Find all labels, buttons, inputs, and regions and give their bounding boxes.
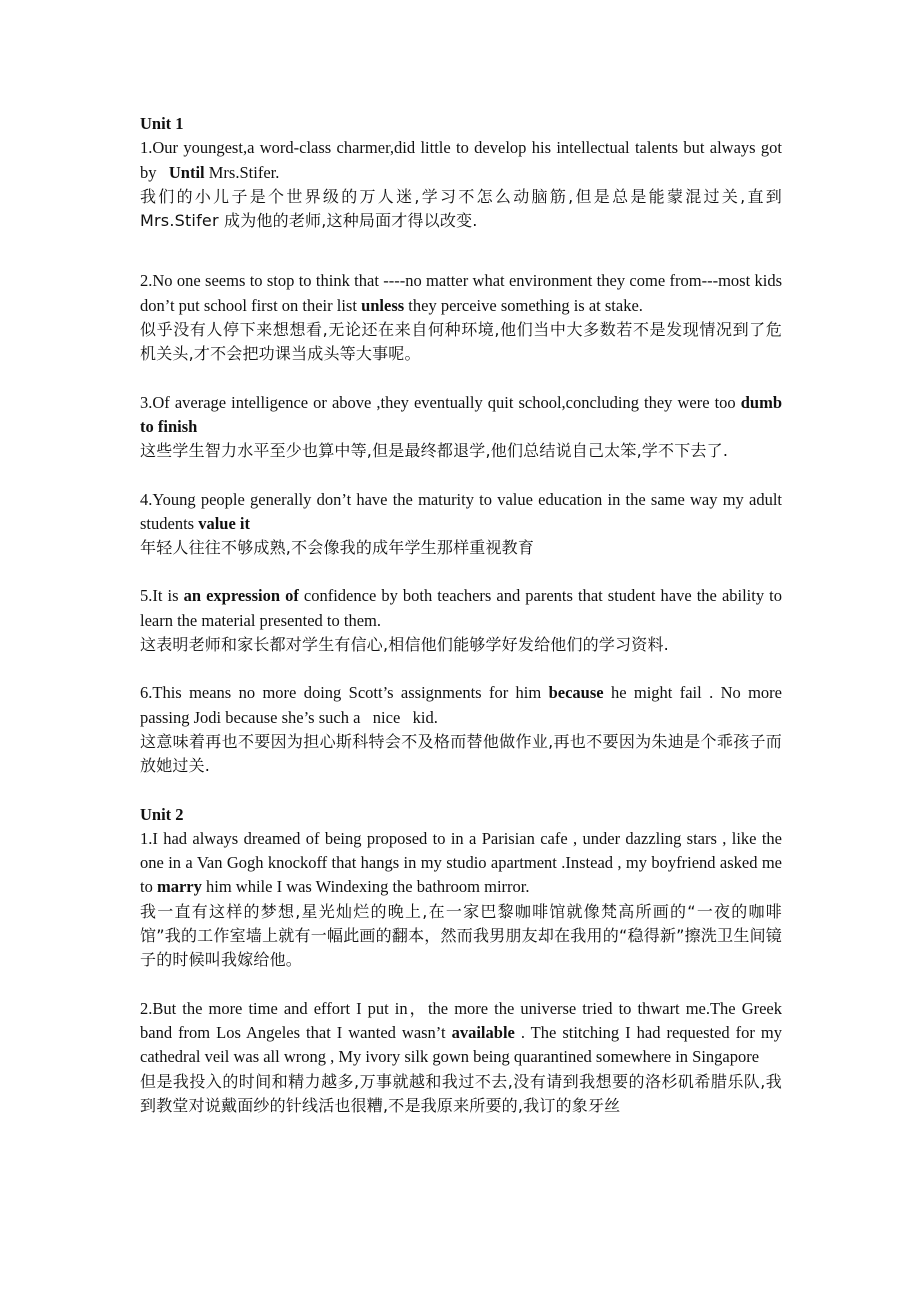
chinese-translation: 似乎没有人停下来想想看,无论还在来自何种环境,他们当中大多数若不是发现情况到了危机关头,才不会把功课当成头等大事呢。 [140,320,782,364]
sentence-item [140,681,787,778]
unit-title: Unit 2 [140,804,184,824]
key-phrase: Until [168,162,205,182]
key-phrase: value it [198,513,251,533]
key-phrase: unless [361,295,405,315]
sentence-item [140,391,782,464]
chinese-translation: 这些学生智力水平至少也算中等,但是最终都退学,他们总结说自己太笨,学不下去了. [140,441,729,461]
english-sentence: 6.This means no more doing Scott’s assignments for him because he might fail . No more passing Jodi because she’s such a nice kid. [140,683,787,727]
chinese-translation: 我们的小儿子是个世界级的万人迷,学习不怎么动脑筋,但是总是能蒙混过关,直到 Mrs.Stifer 成为他的老师,这种局面才得以改变. [140,186,782,231]
sentence-item [140,827,782,973]
key-phrase: an expression of [183,586,299,606]
chinese-translation: 这意味着再也不要因为担心斯科特会不及格而替他做作业,再也不要因为朱迪是个乖孩子而放她过关. [140,731,782,776]
unit-title: Unit 1 [140,114,184,133]
english-sentence: 2.But the more time and effort I put in，the more the universe tried to thwart me.The Greek band from Los Angeles that I wanted wasn’t available . The stitching I had requested for my cathedral veil was all wrong , My ivory silk gown being quarantined somewhere in Singapore [140,998,782,1067]
document-page [140,112,787,1142]
chinese-translation: 我一直有这样的梦想,星光灿烂的晚上,在一家巴黎咖啡馆就像梵高所画的“一夜的咖啡馆”我的工作室墙上就有一幅此画的翻本，然而我男朋友却在我用的“稳得新”擦洗卫生间镜子的时候叫我嫁给他。 [140,901,782,970]
chinese-translation: 但是我投入的时间和精力越多,万事就越和我过不去,没有请到我想要的洛杉矶希腊乐队,我到教堂对说戴面纱的针线活也很糟,不是我原来所要的,我订的象牙丝 [140,1071,782,1115]
sentence-item [140,584,782,657]
chinese-translation: 这表明老师和家长都对学生有信心,相信他们能够学好发给他们的学习资料. [140,635,669,655]
sentence-item [140,269,782,366]
sentence-item [140,488,782,561]
english-sentence: 4.Young people generally don’t have the maturity to value education in the same way my adult students value it [140,489,782,533]
key-phrase: because [548,683,604,703]
english-sentence: 1.Our youngest,a word-class charmer,did little to develop his intellectual talents but always got by Until Mrs.Stifer. [140,138,782,182]
english-sentence: 2.No one seems to stop to think that ----no matter what environment they come from---most kids don’t put school first on their list unless they perceive something is at stake. [140,271,782,315]
sentence-item [140,997,782,1118]
chinese-translation: 年轻人往往不够成熟,不会像我的成年学生那样重视教育 [140,538,535,558]
key-phrase: available [451,1022,515,1042]
key-phrase: marry [156,877,202,897]
english-sentence: 3.Of average intelligence or above ,they eventually quit school,concluding they were too dumb to finish [140,392,782,436]
sentence-item [140,136,782,233]
key-phrase: dumb to finish [140,392,782,436]
english-sentence: 5.It is an expression of confidence by both teachers and parents that student have the ability to learn the material presented to them. [140,586,782,630]
english-sentence: 1.I had always dreamed of being proposed to in a Parisian cafe , under dazzling stars , like the one in a Van Gogh knockoff that hangs in my studio apartment .Instead , my boyfriend asked me to marry him while I was Windexing the bathroom mirror. [140,828,782,897]
